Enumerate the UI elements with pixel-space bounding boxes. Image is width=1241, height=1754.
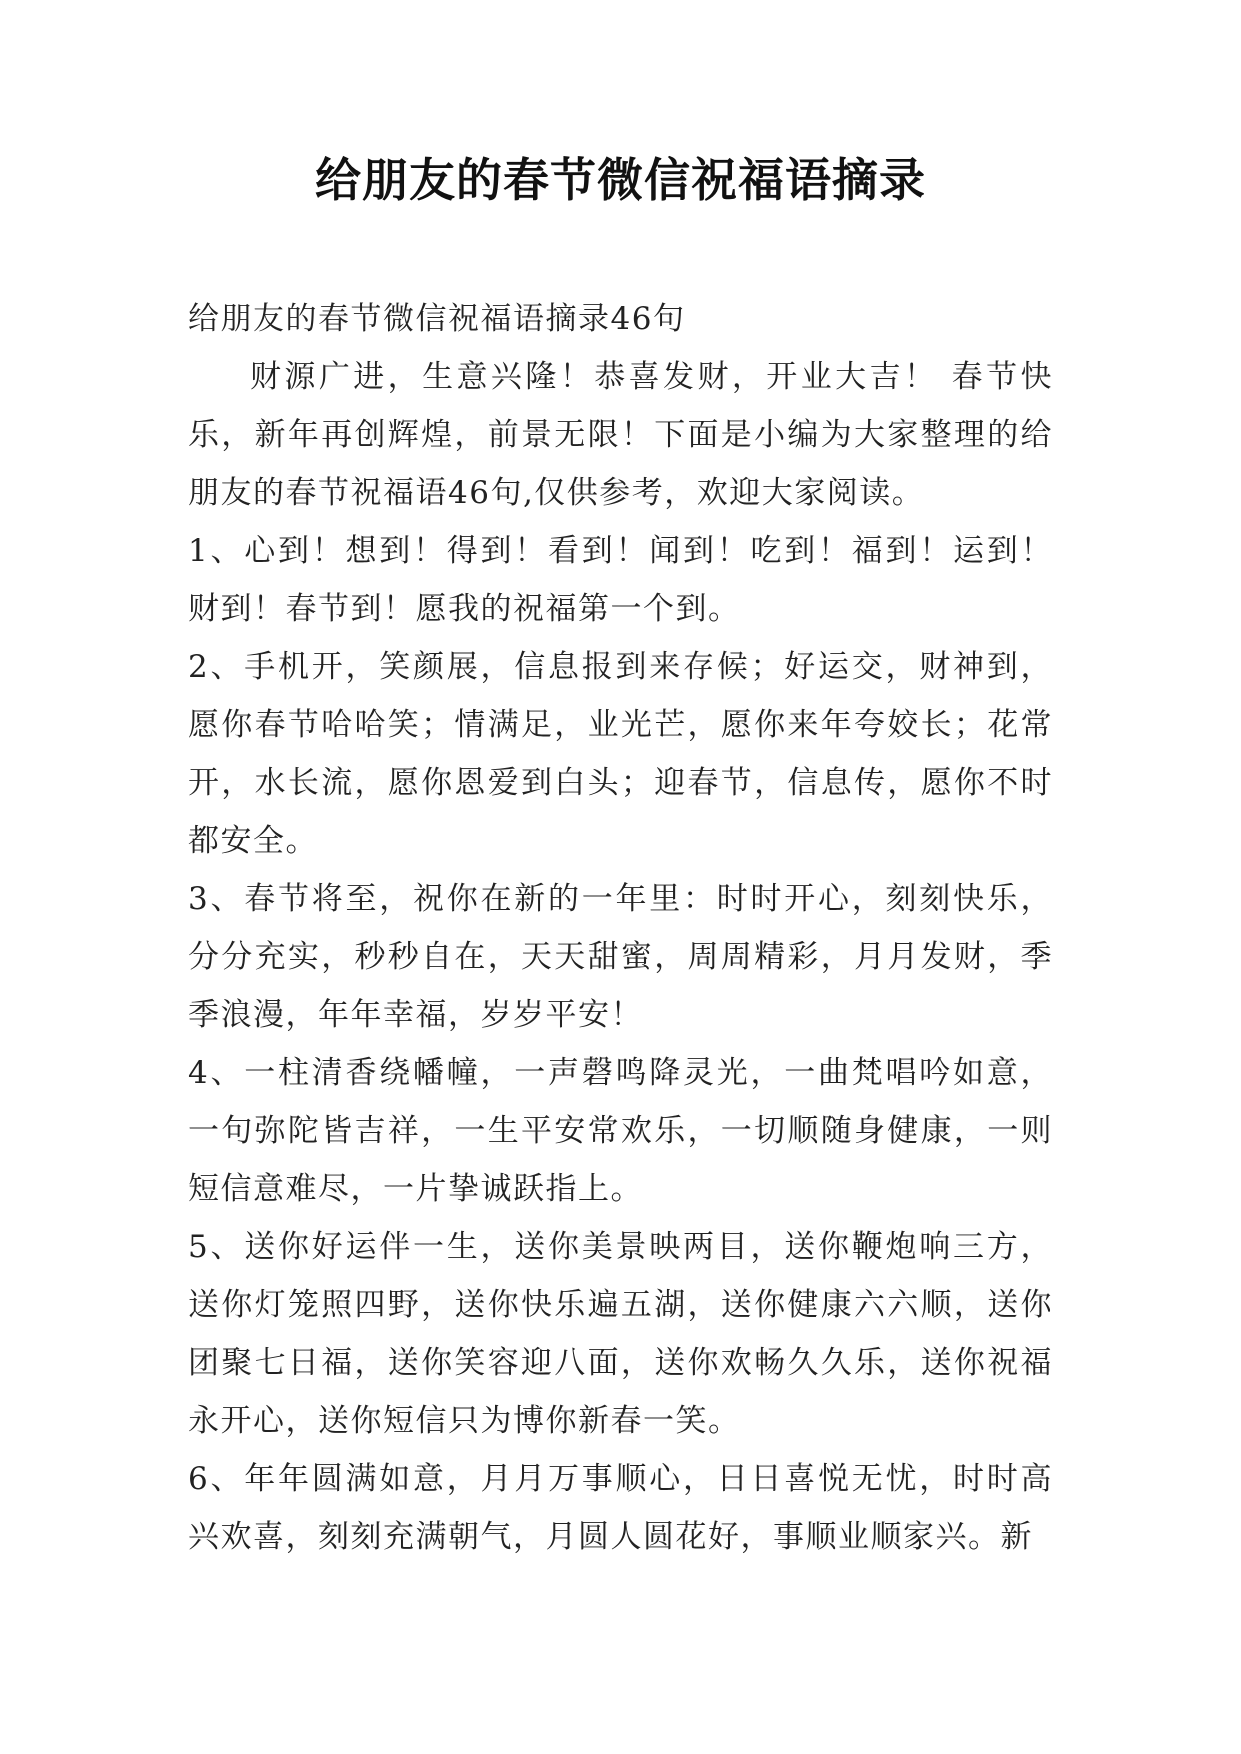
list-item: 1、心到！想到！得到！看到！闻到！吃到！福到！运到！财到！春节到！愿我的祝福第一个到。 <box>188 533 1053 627</box>
subtitle-line: 给朋友的春节微信祝福语摘录46句 <box>188 301 686 337</box>
list-item: 2、手机开，笑颜展，信息报到来存候；好运交，财神到，愿你春节哈哈笑；情满足，业光芒，愿你来年夸姣长；花常开，水长流，愿你恩爱到白头；迎春节，信息传，愿你不时都安全。 <box>188 649 1053 859</box>
document-body <box>188 290 1053 1566</box>
page-title: 给朋友的春节微信祝福语摘录 <box>315 153 926 207</box>
intro-paragraph: 财源广进，生意兴隆！恭喜发财，开业大吉！ 春节快乐，新年再创辉煌，前景无限！下面是小编为大家整理的给朋友的春节祝福语46句,仅供参考，欢迎大家阅读。 <box>188 359 1053 511</box>
list-item: 4、一柱清香绕幡幢，一声磬鸣降灵光，一曲梵唱吟如意，一句弥陀皆吉祥，一生平安常欢乐，一切顺随身健康，一则短信意难尽，一片挚诚跃指上。 <box>188 1055 1053 1207</box>
list-item: 3、春节将至，祝你在新的一年里：时时开心，刻刻快乐，分分充实，秒秒自在，天天甜蜜，周周精彩，月月发财，季季浪漫，年年幸福，岁岁平安！ <box>188 881 1053 1033</box>
list-item: 6、年年圆满如意，月月万事顺心，日日喜悦无忧，时时高兴欢喜，刻刻充满朝气，月圆人圆花好，事顺业顺家兴。新 <box>188 1461 1053 1555</box>
list-item: 5、送你好运伴一生，送你美景映两目，送你鞭炮响三方，送你灯笼照四野，送你快乐遍五湖，送你健康六六顺，送你团聚七日福，送你笑容迎八面，送你欢畅久久乐，送你祝福永开心，送你短信只为博你新春一笑。 <box>188 1229 1053 1439</box>
